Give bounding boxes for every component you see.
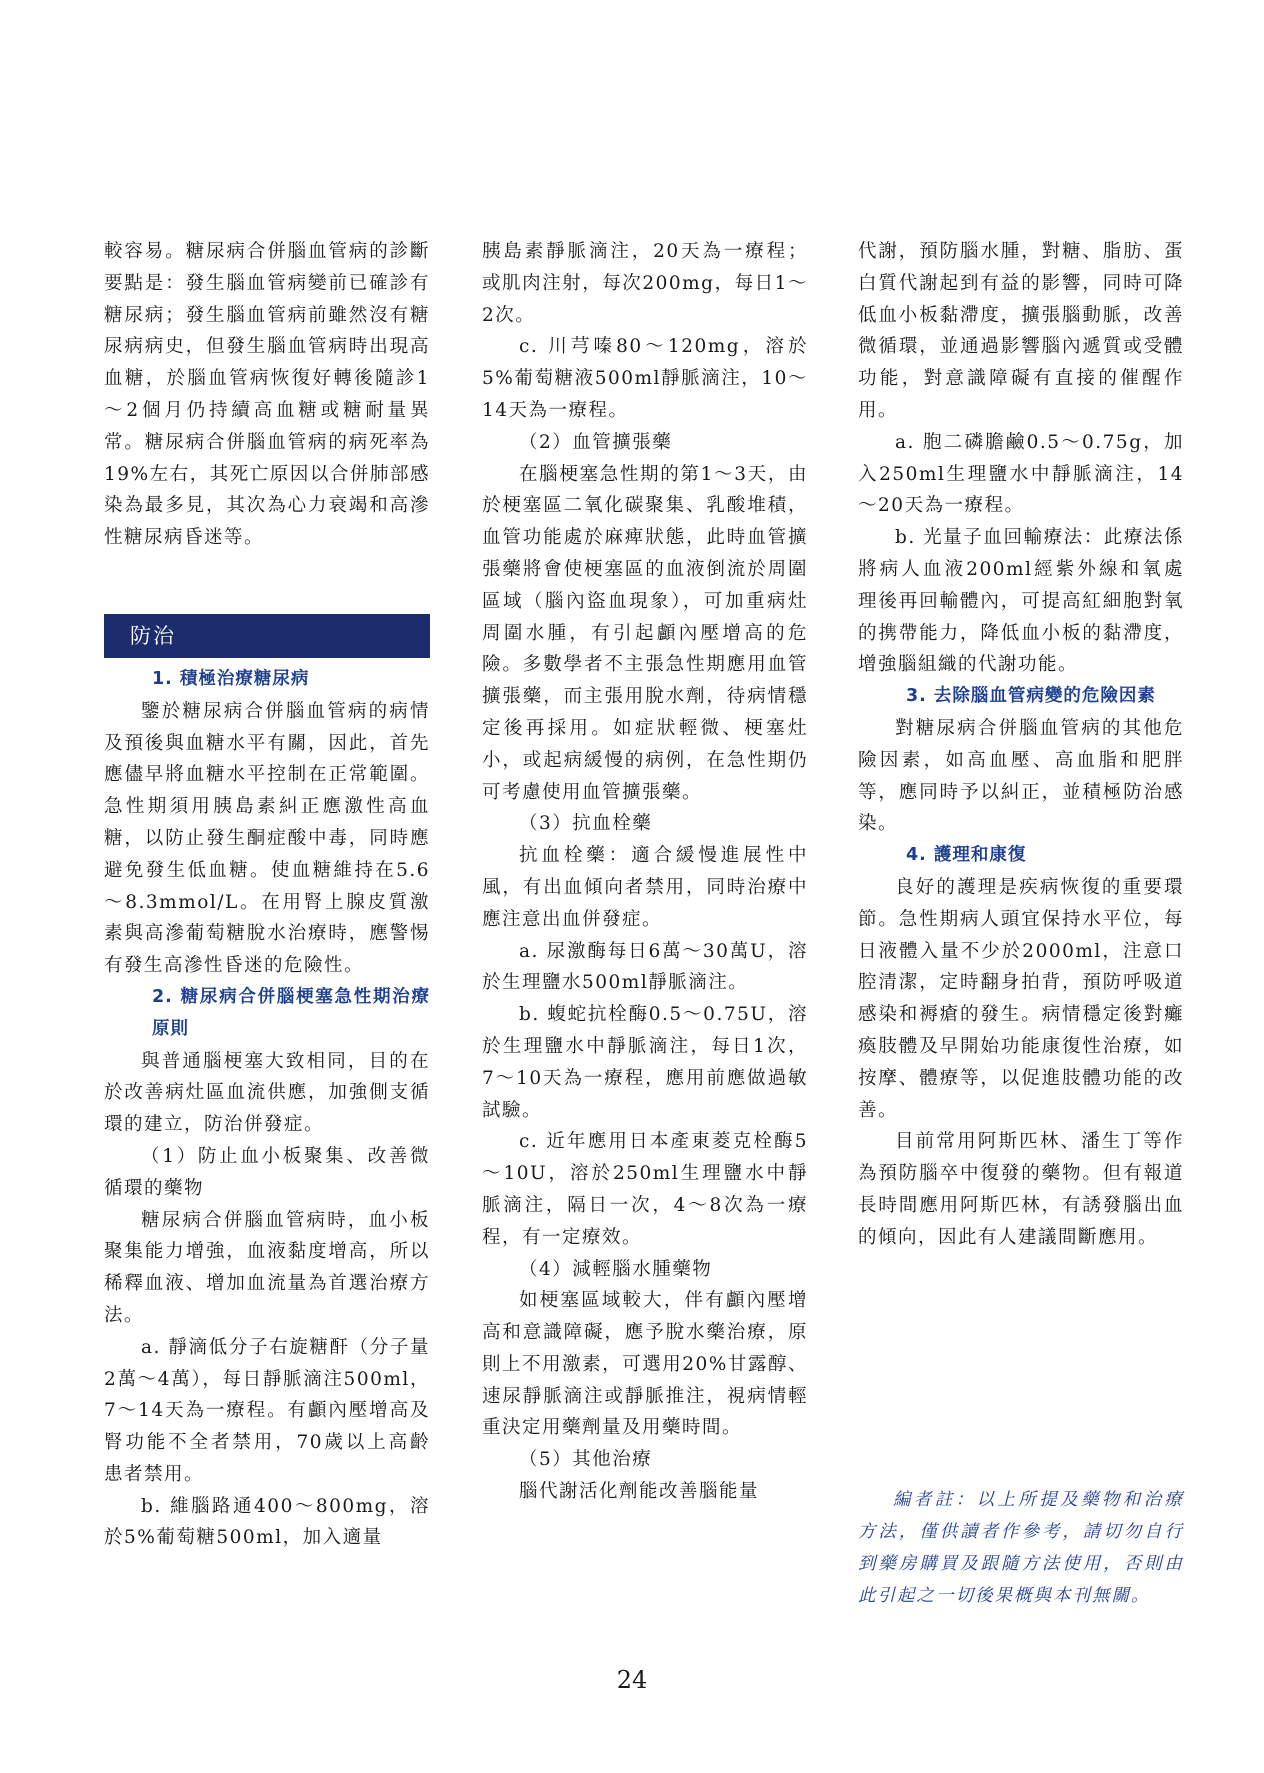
paragraph: b. 蝮蛇抗栓酶0.5～0.75U，溶於生理鹽水中靜脈滴注，每日1次，7～10天為一療程，應用前應做過敏試驗。 xyxy=(482,1004,808,1121)
paragraph: 目前常用阿斯匹林、潘生丁等作為預防腦卒中復發的藥物。但有報道長時間應用阿斯匹林，有誘發腦出血的傾向，因此有人建議間斷應用。 xyxy=(858,1131,1184,1248)
paragraph: 鑒於糖尿病合併腦血管病的病情及預後與血糖水平有關，因此，首先應儘早將血糖水平控制在正常範圍。急性期須用胰島素糾正應激性高血糖，以防止發生酮症酸中毒，同時應避免發生低血糖。使血糖維持在5.6～8.3mmol/L。在用腎上腺皮質激素與高滲葡萄糖脫水治療時，應警惕有發生高滲性昏迷的危險性。 xyxy=(104,700,430,977)
paragraph: 如梗塞區域較大，伴有顱內壓增高和意識障礙，應予脫水藥治療，原則上不用激素，可選用20%甘露醇、速尿靜脈滴注或靜脈推注，視病情輕重決定用藥劑量及用藥時間。 xyxy=(482,1290,808,1439)
section-banner: 防治 xyxy=(104,614,430,658)
paragraph: 較容易。糖尿病合併腦血管病的診斷要點是：發生腦血管病變前已確診有糖尿病；發生腦血管病前雖然沒有糖尿病病史，但發生腦血管病時出現高血糖，於腦血管病恢復好轉後隨診1～2個月仍持續高血糖或糖耐量異常。糖尿病合併腦血管病的病死率為19%左右，其死亡原因以合併肺部感染為最多見，其次為心力衰竭和高滲性糖尿病昏迷等。 xyxy=(104,241,430,549)
editor-note: 編者註：以上所提及藥物和治療方法，僅供讀者作參考，請切勿自行到藥房購買及跟隨方法使用，否則由此引起之一切後果概與本刊無關。 xyxy=(858,1490,1184,1606)
paragraph: 抗血栓藥：適合緩慢進展性中風，有出血傾向者禁用，同時治療中應注意出血併發症。 xyxy=(482,845,808,930)
paragraph: b. 維腦路通400～800mg，溶於5%葡萄糖500ml，加入適量 xyxy=(104,1495,430,1549)
paragraph: （4）減輕腦水腫藥物 xyxy=(519,1258,713,1280)
paragraph: （1）防止血小板聚集、改善微循環的藥物 xyxy=(104,1145,430,1199)
subheading: 3. 去除腦血管病變的危險因素 xyxy=(906,686,1156,707)
paragraph: 代謝，預防腦水腫，對糖、脂肪、蛋白質代謝起到有益的影響，同時可降低血小板黏滯度，擴張腦動脈，改善微循環，並通過影響腦內遞質或受體功能，對意識障礙有直接的催醒作用。 xyxy=(858,241,1184,421)
paragraph: a. 尿激酶每日6萬～30萬U，溶於生理鹽水500ml靜脈滴注。 xyxy=(482,940,808,994)
subheading: 4. 護理和康復 xyxy=(906,845,1027,866)
paragraph: （2）血管擴張藥 xyxy=(519,431,673,453)
paragraph: 對糖尿病合併腦血管病的其他危險因素，如高血壓、高血脂和肥胖等，應同時予以糾正，並積極防治感染。 xyxy=(858,717,1184,835)
paragraph: b. 光量子血回輸療法：此療法係將病人血液200ml經紫外線和氧處理後再回輸體內，可提高紅細胞對氧的携帶能力，降低血小板的黏滯度，增強腦組織的代謝功能。 xyxy=(858,527,1184,676)
subheading: 2. 糖尿病合併腦梗塞急性期治療原則 xyxy=(152,986,430,1039)
paragraph: 糖尿病合併腦血管病時，血小板聚集能力增強，血液黏度增高，所以稀釋血液、增加血流量為首選治療方法。 xyxy=(104,1209,430,1326)
paragraph: c. 川芎嗪80～120mg，溶於5%葡萄糖液500ml靜脈滴注，10～14天為一療程。 xyxy=(482,336,808,421)
paragraph: 與普通腦梗塞大致相同，目的在於改善病灶區血流供應，加強側支循環的建立，防治併發症。 xyxy=(104,1050,430,1136)
text-column-1 xyxy=(104,236,430,1554)
paragraph: a. 靜滴低分子右旋糖酐（分子量2萬～4萬），每日靜脈滴注500ml，7～14天為一療程。有顱內壓增高及腎功能不全者禁用，70歲以上高齡患者禁用。 xyxy=(104,1336,430,1485)
text-column-3 xyxy=(858,236,1184,1254)
paragraph: （3）抗血栓藥 xyxy=(519,813,653,835)
paragraph: c. 近年應用日本產東菱克栓酶5～10U，溶於250ml生理鹽水中靜脈滴注，隔日一次，4～8次為一療程，有一定療效。 xyxy=(482,1131,808,1248)
paragraph: 在腦梗塞急性期的第1～3天，由於梗塞區二氧化碳聚集、乳酸堆積，血管功能處於麻痺狀態，此時血管擴張藥將會使梗塞區的血液倒流於周圍區域（腦內盜血現象），可加重病灶周圍水腫，有引起顱內壓增高的危險。多數學者不主張急性期應用血管擴張藥，而主張用脫水劑，待病情穩定後再採用。如症狀輕微、梗塞灶小，或起病緩慢的病例，在急性期仍可考慮使用血管擴張藥。 xyxy=(482,463,808,803)
text-column-2 xyxy=(482,236,808,1508)
paragraph: 腦代謝活化劑能改善腦能量 xyxy=(519,1481,760,1503)
subheading: 1. 積極治療糖尿病 xyxy=(152,668,310,689)
page-number: 24 xyxy=(616,1666,648,1694)
paragraph: a. 胞二磷膽鹼0.5～0.75g，加入250ml生理鹽水中靜脈滴注，14～20天為一療程。 xyxy=(858,431,1184,517)
paragraph: 胰島素靜脈滴注，20天為一療程；或肌肉注射，每次200mg，每日1～2次。 xyxy=(482,241,808,326)
paragraph: （5）其他治療 xyxy=(519,1449,653,1471)
paragraph: 良好的護理是疾病恢復的重要環節。急性期病人頭宜保持水平位，每日液體入量不少於2000ml，注意口腔清潔，定時翻身拍背，預防呼吸道感染和褥瘡的發生。病情穩定後對癱瘓肢體及早開始功能康復性治療，如按摩、體療等，以促進肢體功能的改善。 xyxy=(858,876,1184,1121)
